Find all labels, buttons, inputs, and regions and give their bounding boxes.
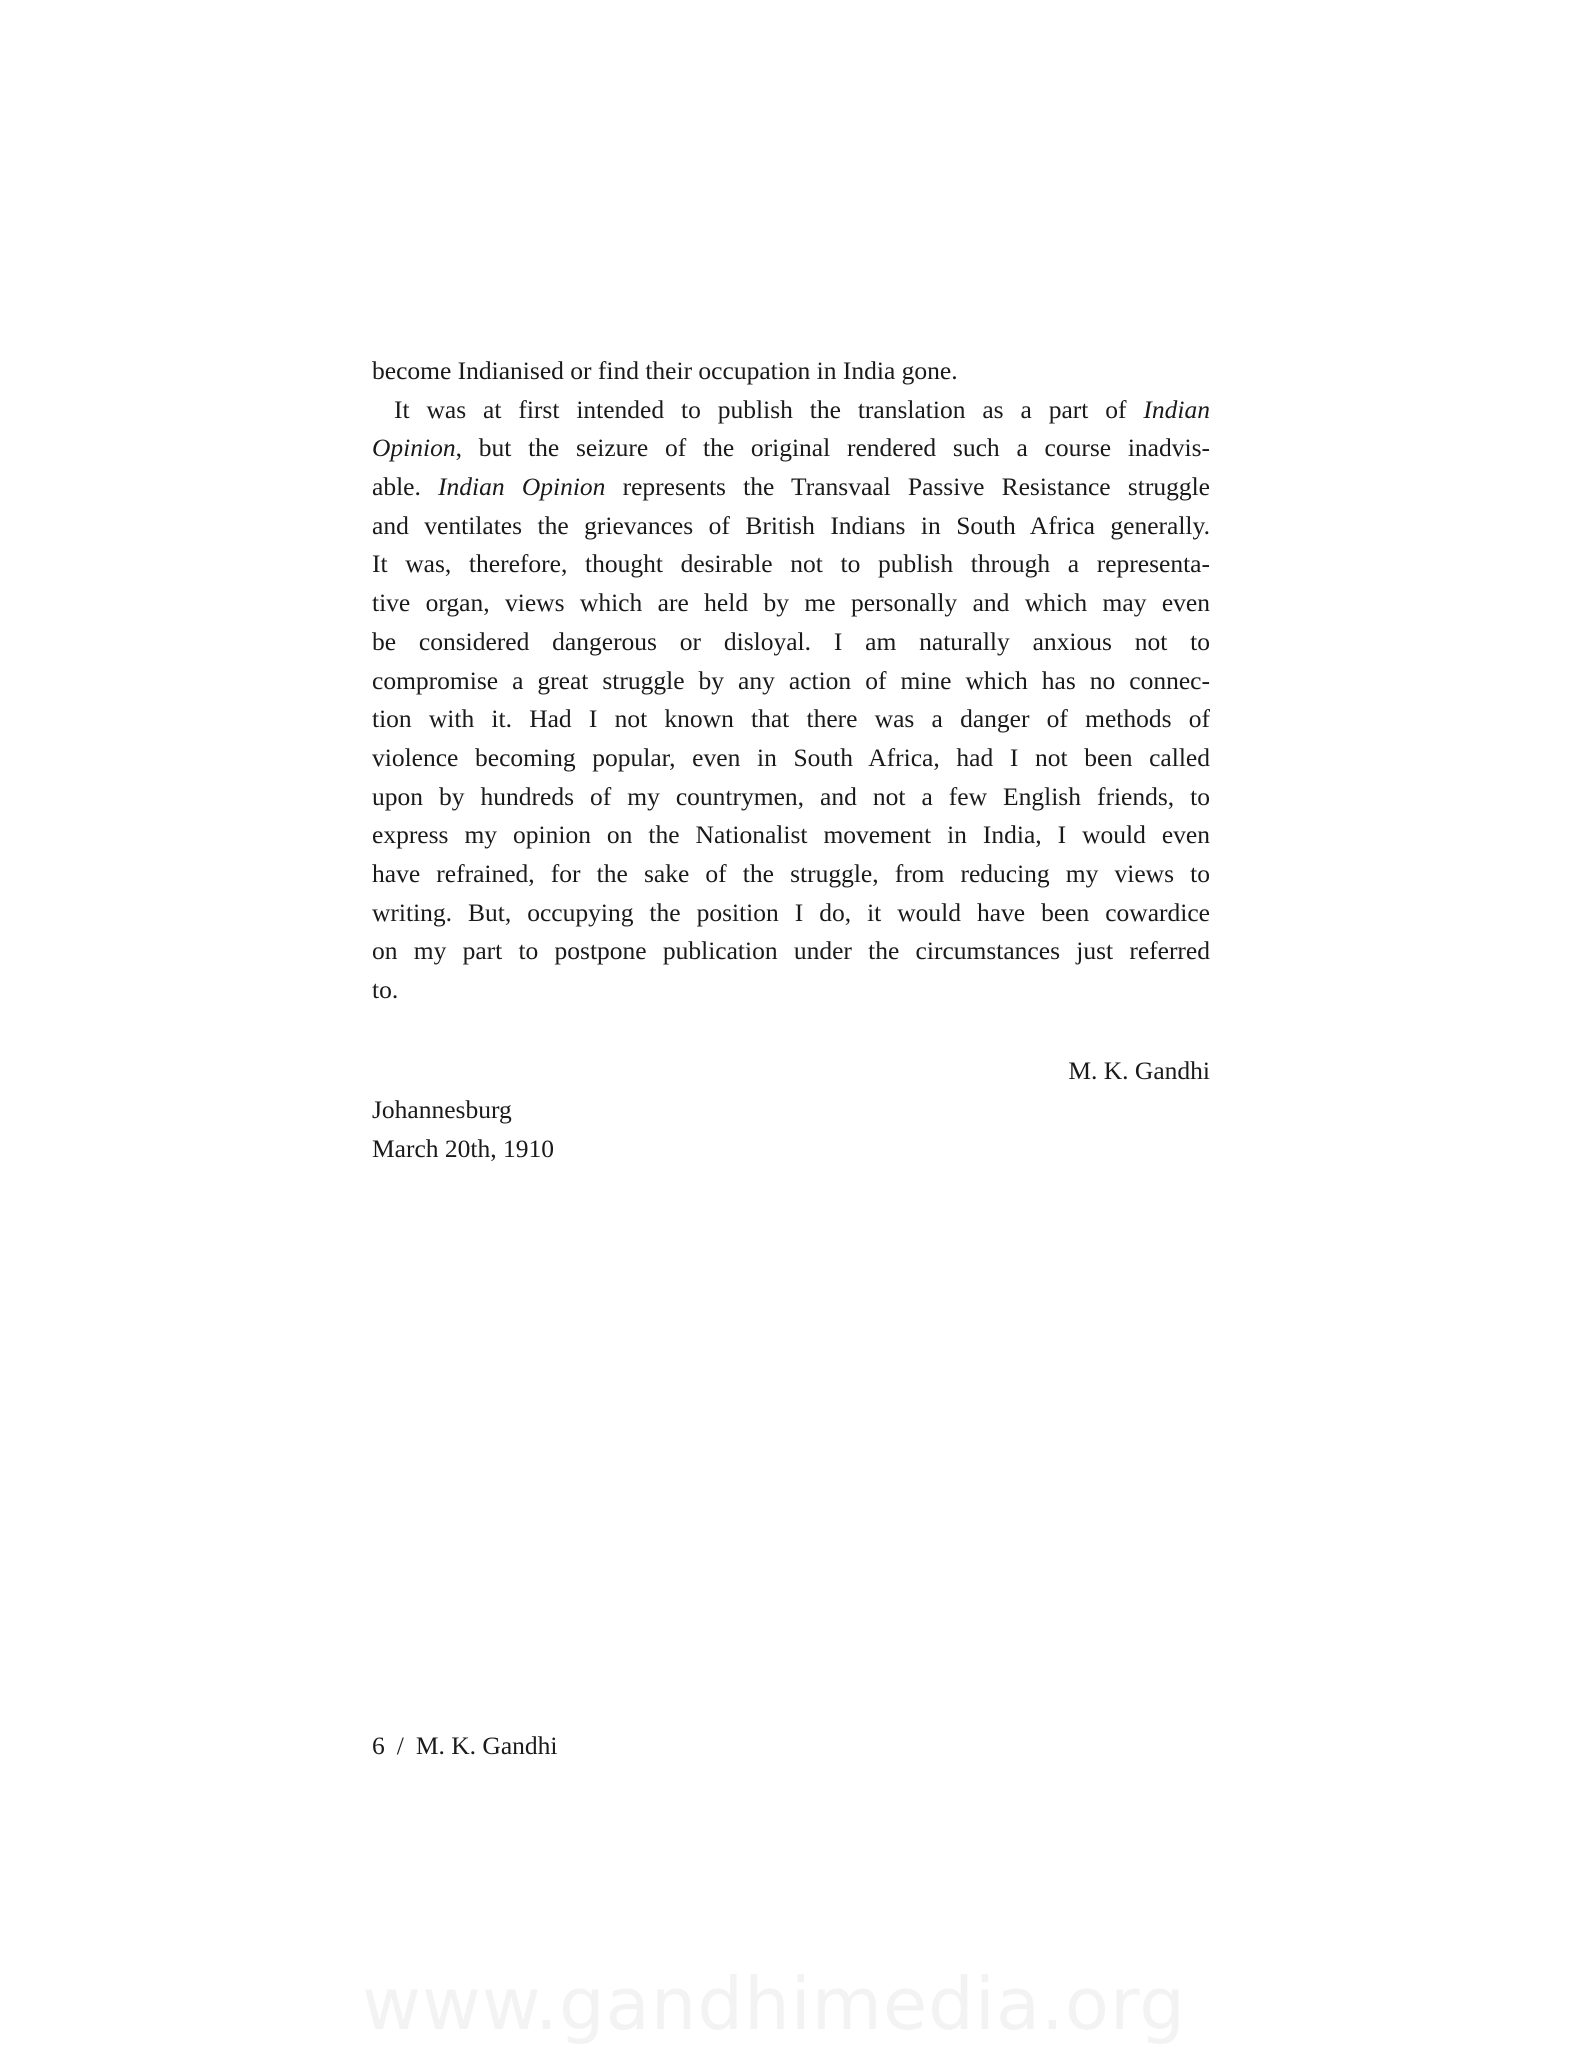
text-run: on my part to postpone publication under the circumstances just referred: [372, 936, 1210, 966]
text-run: and ventilates the grievances of British Indians in South Africa generally.: [372, 510, 1210, 540]
text-run: writing. But, occupying the position I do, it would have been cowardice: [372, 897, 1210, 927]
text-line: [372, 584, 1210, 623]
text-line: [372, 971, 1210, 1010]
text-line: [372, 352, 1210, 391]
text-line: [372, 739, 1210, 778]
text-run: tive organ, views which are held by me personally and which may even: [372, 588, 1210, 618]
page-number: 6: [372, 1731, 385, 1760]
text-run: tion with it. Had I not known that there was a danger of methods of: [372, 704, 1210, 734]
text-line: [372, 816, 1210, 855]
text-line: [372, 468, 1210, 507]
text-line: [372, 855, 1210, 894]
text-run: to.: [372, 975, 399, 1004]
text-run: It was, therefore, thought desirable not to publish through a representa-: [372, 549, 1210, 579]
text-line: [372, 662, 1210, 701]
text-line: [372, 778, 1210, 817]
folio-separator: /: [396, 1731, 404, 1760]
text-run: able.: [372, 472, 439, 502]
text-run: have refrained, for the sake of the struggle, from reducing my views to: [372, 858, 1210, 888]
italic-title: Opinion: [372, 433, 456, 463]
text-line: [372, 391, 1210, 430]
text-run: be considered dangerous or disloyal. I am naturally anxious not to: [372, 626, 1210, 656]
text-run: express my opinion on the Nationalist movement in India, I would even: [372, 820, 1210, 850]
text-run: , but the seizure of the original rendered such a course inadvis-: [455, 433, 1210, 463]
body-text: [372, 352, 1210, 1010]
page-footer: [372, 1727, 558, 1766]
text-run: It was at first intended to publish the translation as a part of: [394, 394, 1144, 424]
text-run: become Indianised or find their occupation in India gone.: [372, 356, 958, 385]
watermark: www.gandhimedia.org: [362, 1962, 1186, 2046]
text-line: [372, 700, 1210, 739]
text-line: [372, 545, 1210, 584]
italic-title: Indian: [1143, 394, 1210, 424]
date: March 20th, 1910: [372, 1133, 555, 1163]
text-line: [372, 932, 1210, 971]
place: Johannesburg: [372, 1095, 512, 1124]
text-line: [372, 429, 1210, 468]
text-line: [372, 623, 1210, 662]
italic-title: Indian Opinion: [438, 472, 606, 502]
text-run: represents the Transvaal Passive Resistance struggle: [605, 472, 1210, 502]
running-head: M. K. Gandhi: [415, 1731, 558, 1760]
text-run: upon by hundreds of my countrymen, and not a few English friends, to: [372, 781, 1210, 811]
text-line: [372, 507, 1210, 546]
place-date: [372, 1091, 554, 1168]
text-run: violence becoming popular, even in South Africa, had I not been called: [372, 742, 1210, 772]
text-line: [372, 894, 1210, 933]
text-run: compromise a great struggle by any action of mine which has no connec-: [372, 665, 1210, 695]
signature: M. K. Gandhi: [1068, 1056, 1210, 1085]
